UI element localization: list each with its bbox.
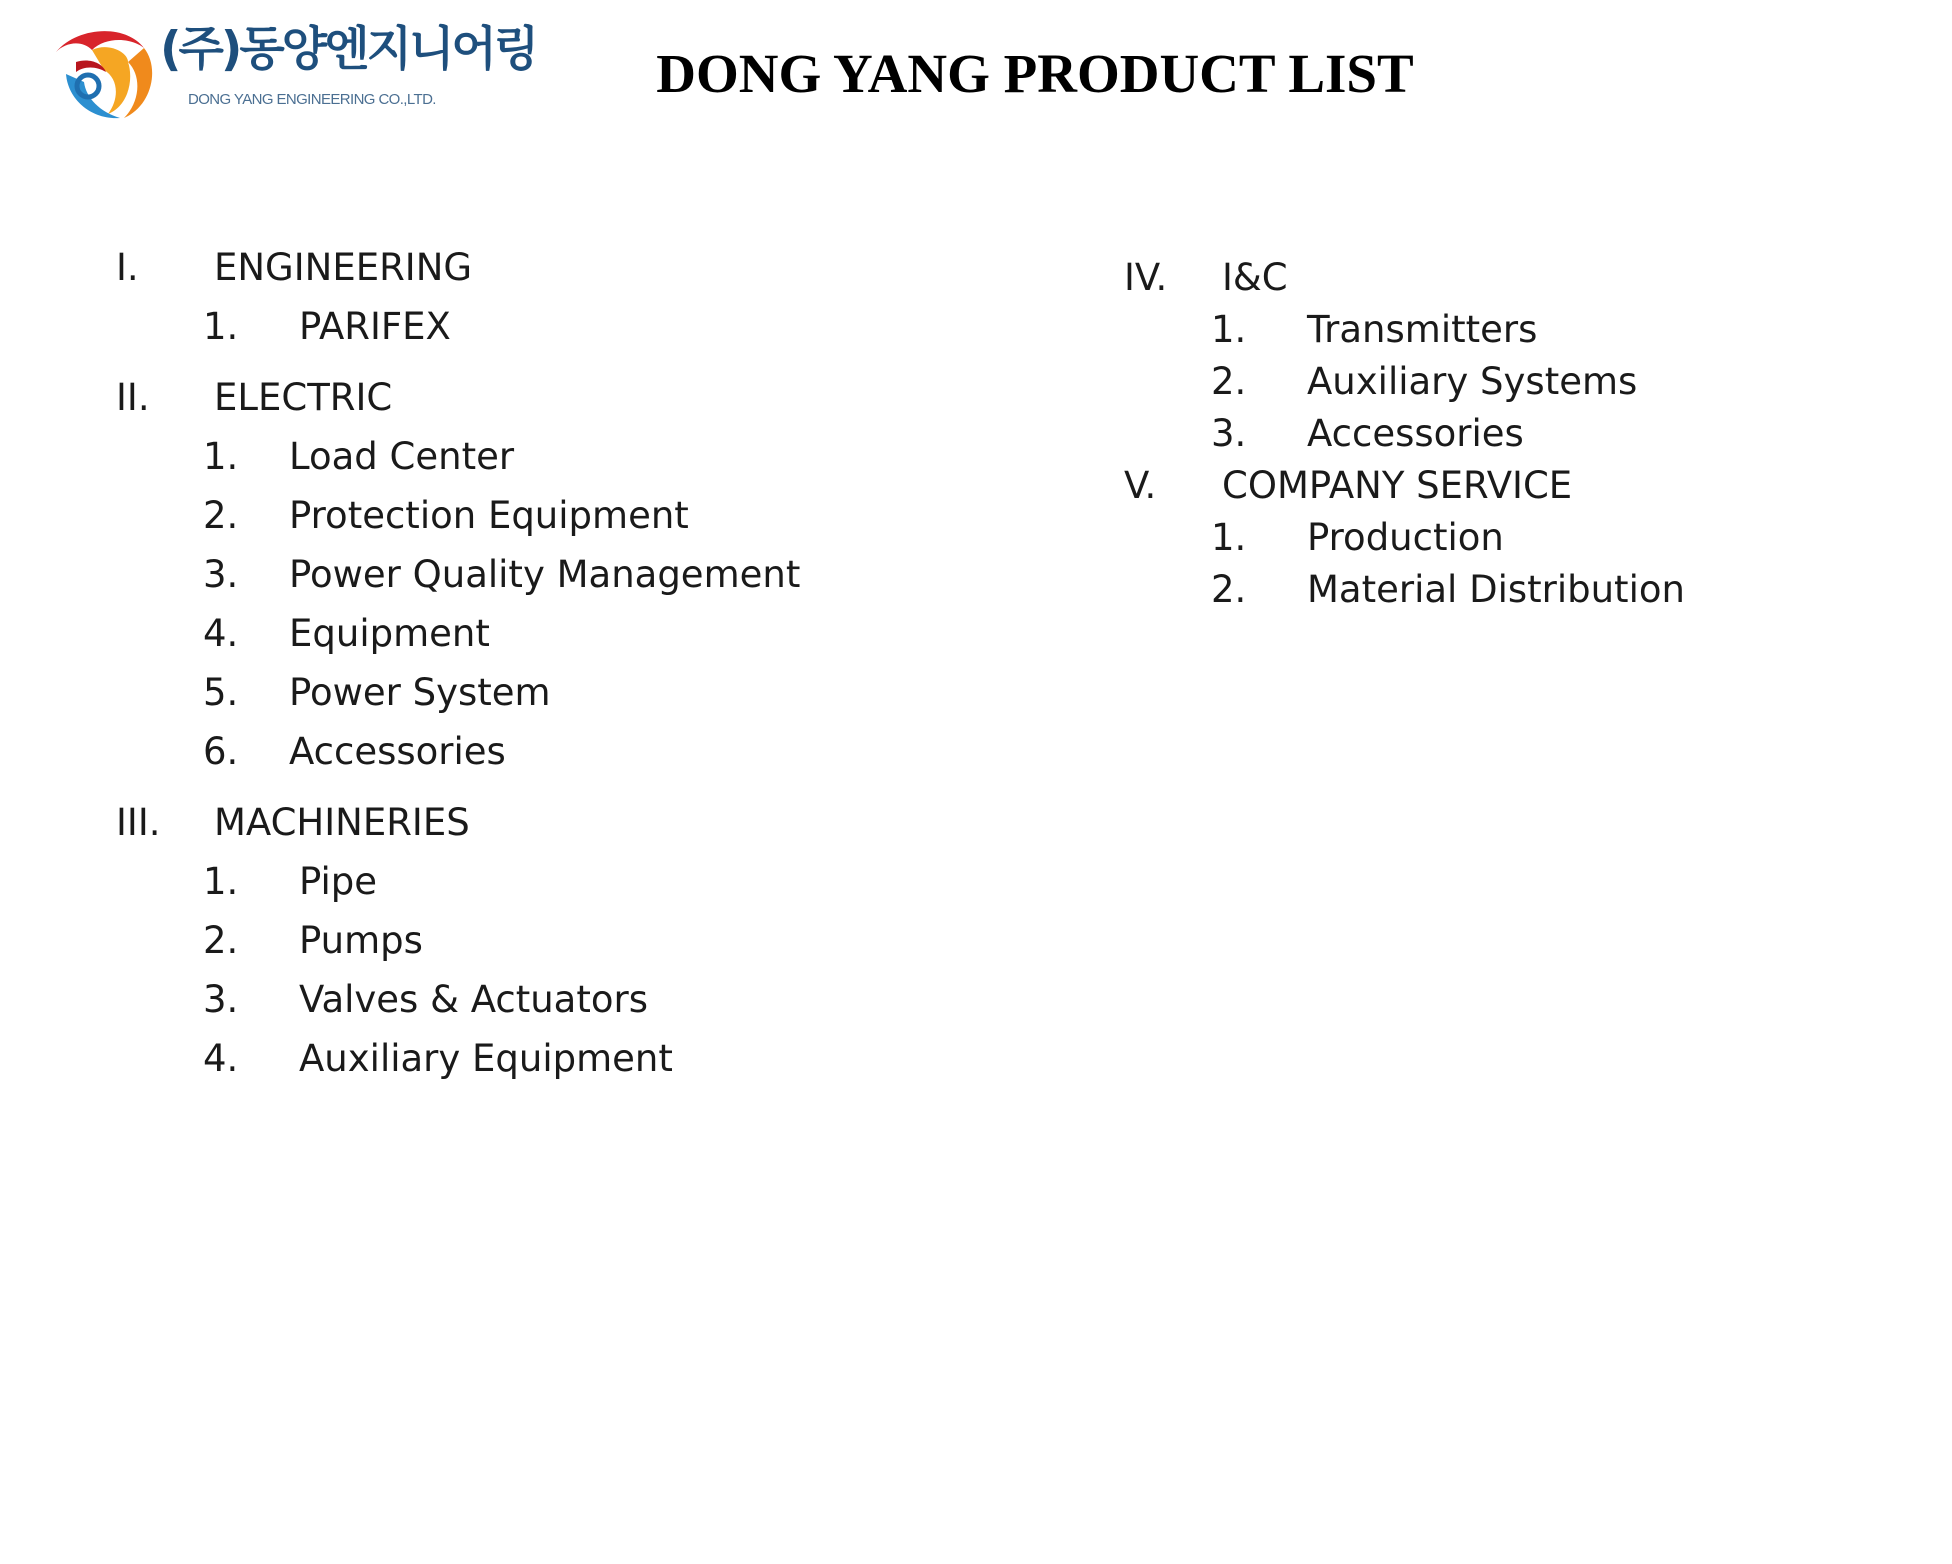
section-electric: [116, 378, 800, 791]
list-item: [116, 921, 800, 980]
list-item: [116, 673, 800, 732]
item-label: Accessories: [289, 730, 506, 773]
item-number: 2.: [1211, 360, 1247, 403]
list-item: [116, 307, 800, 366]
list-item: [1124, 518, 1685, 570]
section-label: ELECTRIC: [214, 376, 393, 419]
section-heading: [116, 248, 800, 307]
item-label: Power Quality Management: [289, 553, 801, 596]
item-label: Auxiliary Equipment: [299, 1037, 673, 1080]
list-item: [1124, 414, 1685, 466]
section-machineries: [116, 803, 800, 1098]
list-item: [1124, 362, 1685, 414]
item-number: 6.: [203, 730, 239, 773]
section-numeral: I.: [116, 246, 139, 289]
item-number: 3.: [203, 978, 239, 1021]
section-label: MACHINERIES: [214, 801, 470, 844]
item-label: Material Distribution: [1307, 568, 1685, 611]
item-label: Valves & Actuators: [299, 978, 648, 1021]
item-number: 1.: [1211, 308, 1247, 351]
section-heading: [116, 378, 800, 437]
section-engineering: [116, 248, 800, 366]
item-label: Equipment: [289, 612, 490, 655]
section-heading: [116, 803, 800, 862]
section-numeral: IV.: [1124, 256, 1168, 299]
item-label: Load Center: [289, 435, 515, 478]
item-label: Transmitters: [1307, 308, 1538, 351]
item-label: Pumps: [299, 919, 423, 962]
section-heading: [1124, 466, 1685, 518]
item-number: 1.: [203, 860, 239, 903]
item-label: Accessories: [1307, 412, 1524, 455]
logo-english-text: DONG YANG ENGINEERING CO.,LTD.: [188, 91, 436, 108]
list-item: [1124, 570, 1685, 622]
list-item: [116, 555, 800, 614]
item-number: 2.: [203, 494, 239, 537]
logo-korean-text: (주)동양엔지니어링: [160, 22, 537, 77]
item-label: Auxiliary Systems: [1307, 360, 1638, 403]
item-label: Production: [1307, 516, 1504, 559]
section-numeral: II.: [116, 376, 150, 419]
item-number: 4.: [203, 612, 239, 655]
section-company-service: [1124, 466, 1685, 622]
section-label: ENGINEERING: [214, 246, 473, 289]
item-number: 3.: [203, 553, 239, 596]
section-numeral: III.: [116, 801, 161, 844]
page-title: DONG YANG PRODUCT LIST: [656, 43, 1414, 104]
left-column: [116, 248, 800, 1098]
item-number: 4.: [203, 1037, 239, 1080]
item-number: 1.: [203, 305, 239, 348]
item-label: Power System: [289, 671, 551, 714]
list-item: [116, 732, 800, 791]
section-heading: [1124, 258, 1685, 310]
list-item: [116, 437, 800, 496]
list-item: [116, 980, 800, 1039]
right-column: [1124, 258, 1685, 622]
item-number: 1.: [203, 435, 239, 478]
item-number: 1.: [1211, 516, 1247, 559]
section-numeral: V.: [1124, 464, 1157, 507]
item-number: 2.: [1211, 568, 1247, 611]
section-label: COMPANY SERVICE: [1222, 464, 1573, 507]
list-item: [116, 614, 800, 673]
item-label: Pipe: [299, 860, 378, 903]
list-item: [1124, 310, 1685, 362]
item-label: Protection Equipment: [289, 494, 689, 537]
list-item: [116, 496, 800, 555]
section-label: I&C: [1222, 256, 1288, 299]
item-number: 2.: [203, 919, 239, 962]
list-item: [116, 1039, 800, 1098]
section-i-and-c: [1124, 258, 1685, 466]
list-item: [116, 862, 800, 921]
item-label: PARIFEX: [299, 305, 451, 348]
item-number: 3.: [1211, 412, 1247, 455]
item-number: 5.: [203, 671, 239, 714]
